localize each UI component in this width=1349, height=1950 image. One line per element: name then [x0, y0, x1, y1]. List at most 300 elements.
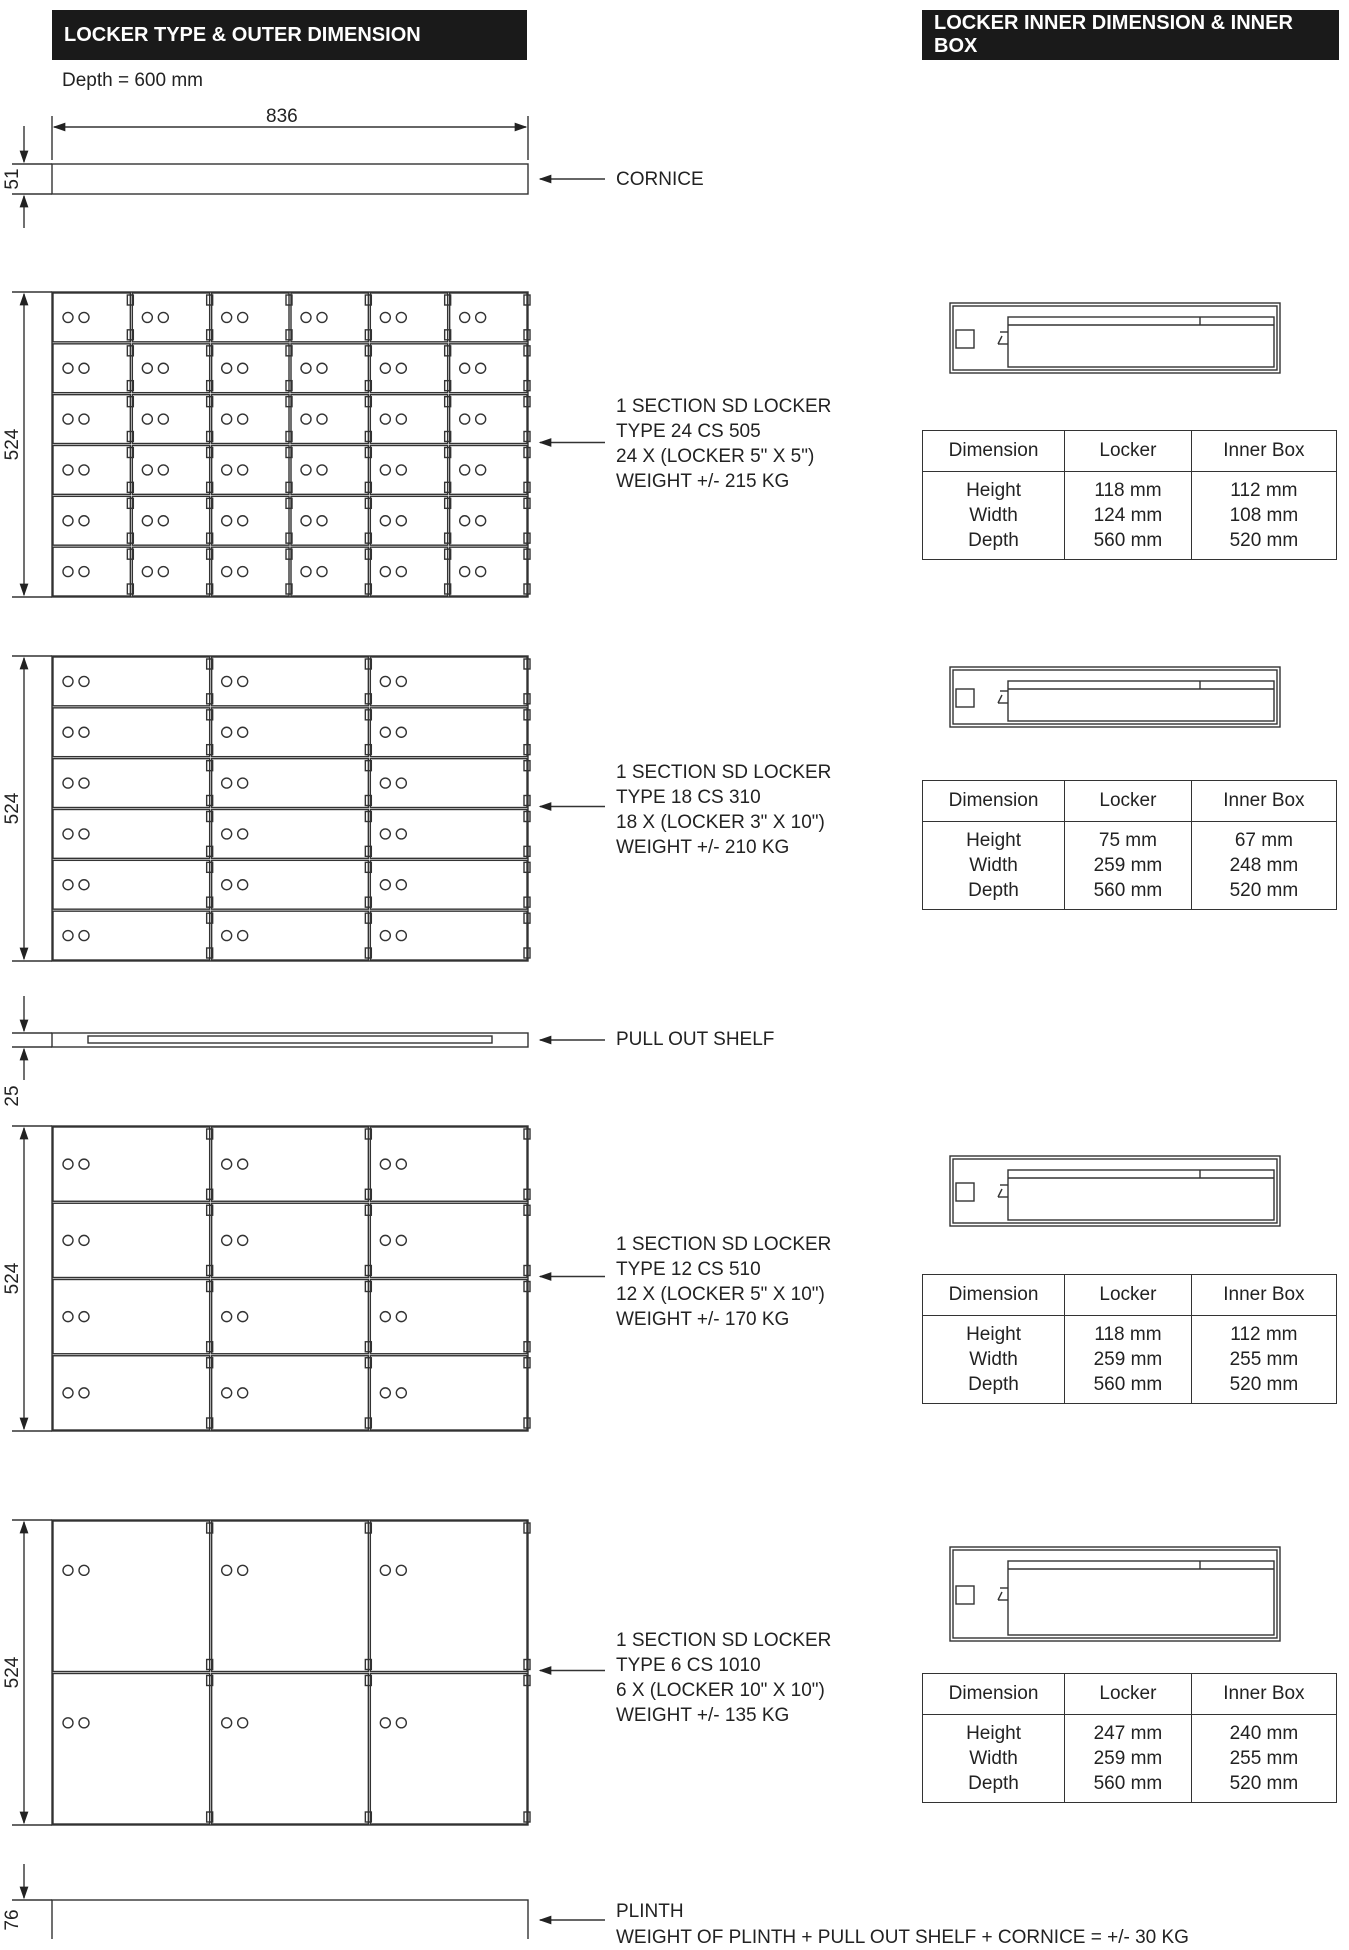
locker-door-outline [53, 446, 130, 495]
keyhole-left [222, 778, 232, 788]
locker-door-outline [212, 1127, 369, 1201]
keyhole-right [158, 465, 168, 475]
section-description-line: 1 SECTION SD LOCKER [616, 1234, 832, 1255]
locker-door-outline [450, 496, 527, 545]
locker-door-outline [53, 1127, 210, 1201]
keyhole-right [238, 727, 248, 737]
table-value: 112 mm [1230, 480, 1298, 501]
locker-door [370, 1356, 530, 1430]
locker-door [212, 395, 292, 444]
locker-door [53, 1521, 213, 1672]
locker-door-outline [450, 547, 527, 596]
locker-door [132, 344, 212, 393]
locker-door-outline [53, 860, 210, 909]
locker-door-outline [212, 1674, 369, 1825]
locker-door-outline [370, 1203, 527, 1277]
keyhole-left [63, 727, 73, 737]
section-description-line: 1 SECTION SD LOCKER [616, 396, 832, 417]
locker-door-outline [53, 759, 210, 808]
keyhole-right [238, 312, 248, 322]
inner-box-drawing [950, 1156, 1280, 1226]
table-value: 240 mm [1229, 1723, 1299, 1744]
locker-door-outline [212, 911, 369, 960]
keyhole-left [380, 880, 390, 890]
locker-door-outline [212, 496, 289, 545]
table-value: Depth [968, 1374, 1019, 1395]
inner-box-handle [956, 1586, 974, 1604]
locker-door-outline [53, 1521, 210, 1672]
locker-door [370, 1203, 530, 1277]
section-description-line: TYPE 24 CS 505 [616, 421, 761, 442]
locker-section-1 [52, 292, 530, 597]
locker-door [53, 547, 133, 596]
inner-box-tray [1008, 681, 1274, 721]
keyhole-right [79, 778, 89, 788]
locker-door [53, 1203, 213, 1277]
keyhole-left [460, 516, 470, 526]
locker-door [53, 293, 133, 342]
table-value: 259 mm [1093, 1748, 1163, 1769]
locker-door-outline [212, 1280, 369, 1354]
keyhole-right [238, 363, 248, 373]
cornice-bar [52, 164, 528, 194]
keyhole-right [396, 363, 406, 373]
keyhole-right [476, 414, 486, 424]
table-value: 520 mm [1229, 1374, 1299, 1395]
table-cell-locker [1065, 1715, 1192, 1803]
keyhole-right [79, 676, 89, 686]
keyhole-right [396, 829, 406, 839]
locker-door-outline [370, 1674, 527, 1825]
keyhole-right [238, 1718, 248, 1728]
locker-door-outline [370, 1127, 527, 1201]
locker-door [53, 810, 213, 859]
plinth-bar [52, 1900, 528, 1939]
plinth-weight-note: WEIGHT OF PLINTH + PULL OUT SHELF + CORNICE = +/- 30 KG [616, 1927, 1189, 1948]
locker-door [291, 496, 371, 545]
keyhole-left [63, 414, 73, 424]
table-value: Width [969, 1349, 1018, 1370]
inner-box-handle [956, 330, 974, 348]
locker-door-outline [450, 293, 527, 342]
keyhole-right [238, 567, 248, 577]
locker-door [212, 1674, 372, 1825]
keyhole-right [396, 1565, 406, 1575]
keyhole-left [222, 567, 232, 577]
keyhole-right [79, 465, 89, 475]
keyhole-right [317, 465, 327, 475]
locker-door [291, 395, 371, 444]
keyhole-left [222, 880, 232, 890]
keyhole-left [380, 1235, 390, 1245]
locker-door [370, 911, 530, 960]
locker-door [370, 496, 450, 545]
locker-door-outline [212, 547, 289, 596]
table-value: 520 mm [1229, 880, 1299, 901]
keyhole-left [63, 1388, 73, 1398]
locker-door-outline [132, 547, 209, 596]
inner-box-latch-slant [998, 336, 1002, 344]
locker-door [53, 860, 213, 909]
locker-door [370, 1127, 530, 1201]
keyhole-left [142, 414, 152, 424]
keyhole-right [396, 1718, 406, 1728]
locker-door [212, 496, 292, 545]
keyhole-left [63, 567, 73, 577]
locker-door-outline [212, 1521, 369, 1672]
locker-door-outline [370, 860, 527, 909]
shelf-dim-text: 25 [2, 1085, 24, 1107]
keyhole-right [158, 363, 168, 373]
table-value: 118 mm [1094, 1324, 1162, 1345]
table-header-cell: Inner Box [1191, 1674, 1336, 1715]
locker-door [370, 708, 530, 757]
inner-box-latch-slant [998, 1592, 1002, 1600]
locker-door [212, 810, 372, 859]
keyhole-left [222, 829, 232, 839]
locker-door [450, 496, 530, 545]
pull-out-shelf-handle [88, 1036, 492, 1043]
table-cell-dimension-names [923, 1715, 1065, 1803]
locker-door [450, 395, 530, 444]
locker-door [53, 344, 133, 393]
locker-door [212, 1521, 372, 1672]
keyhole-left [301, 465, 311, 475]
inner-box-latch-slant [998, 1189, 1002, 1197]
inner-box-drawing [950, 303, 1280, 373]
locker-door [132, 496, 212, 545]
locker-door [370, 395, 450, 444]
table-value: 75 mm [1098, 830, 1157, 851]
locker-door-outline [370, 1356, 527, 1430]
table-value: Width [969, 505, 1018, 526]
plinth-label: PLINTH [616, 1901, 684, 1922]
keyhole-right [79, 1565, 89, 1575]
keyhole-left [222, 1159, 232, 1169]
keyhole-left [63, 880, 73, 890]
table-value: Height [966, 480, 1021, 501]
keyhole-right [396, 312, 406, 322]
keyhole-left [380, 465, 390, 475]
table-cell-dimension-names [923, 1316, 1065, 1404]
dimension-table [922, 430, 1337, 560]
keyhole-right [396, 567, 406, 577]
table-cell-locker [1065, 822, 1192, 910]
keyhole-left [460, 465, 470, 475]
table-value: 255 mm [1229, 1748, 1299, 1769]
keyhole-left [380, 1159, 390, 1169]
section-description-line: 1 SECTION SD LOCKER [616, 1630, 832, 1651]
section-description-line: 18 X (LOCKER 3" X 10") [616, 812, 825, 833]
keyhole-right [79, 567, 89, 577]
keyhole-left [380, 312, 390, 322]
table-value: 520 mm [1229, 1773, 1299, 1794]
keyhole-right [79, 1388, 89, 1398]
keyhole-left [63, 1159, 73, 1169]
locker-door-outline [132, 496, 209, 545]
keyhole-right [79, 727, 89, 737]
table-value: 560 mm [1093, 880, 1163, 901]
keyhole-left [301, 516, 311, 526]
table-cell-inner-box [1191, 472, 1336, 560]
locker-door-outline [53, 1203, 210, 1277]
table-cell-dimension-names [923, 822, 1065, 910]
locker-door-outline [291, 547, 368, 596]
keyhole-right [79, 829, 89, 839]
dimension-table [922, 1274, 1337, 1404]
locker-door [291, 293, 371, 342]
keyhole-left [63, 778, 73, 788]
table-cell-inner-box [1191, 1316, 1336, 1404]
locker-door-outline [370, 344, 447, 393]
keyhole-right [238, 778, 248, 788]
keyhole-right [396, 676, 406, 686]
table-value: 259 mm [1093, 855, 1163, 876]
table-value: Height [966, 1324, 1021, 1345]
header-locker-type: LOCKER TYPE & OUTER DIMENSION [52, 10, 527, 60]
locker-door-outline [450, 395, 527, 444]
locker-door-outline [291, 496, 368, 545]
locker-door [212, 1356, 372, 1430]
keyhole-left [380, 829, 390, 839]
locker-door [370, 1280, 530, 1354]
locker-door [370, 810, 530, 859]
locker-door [132, 547, 212, 596]
table-value: 248 mm [1229, 855, 1299, 876]
keyhole-left [142, 363, 152, 373]
locker-door-outline [370, 810, 527, 859]
locker-door-outline [132, 395, 209, 444]
section-description-line: WEIGHT +/- 170 KG [616, 1309, 790, 1330]
locker-door-outline [450, 344, 527, 393]
section-description-line: 24 X (LOCKER 5" X 5") [616, 446, 815, 467]
keyhole-left [301, 312, 311, 322]
locker-door-outline [291, 446, 368, 495]
locker-door-outline [212, 293, 289, 342]
keyhole-left [380, 727, 390, 737]
section-dim-text: 524 [2, 1262, 24, 1295]
keyhole-right [79, 1235, 89, 1245]
keyhole-right [476, 465, 486, 475]
table-header-cell: Inner Box [1191, 781, 1336, 822]
locker-door-outline [370, 708, 527, 757]
keyhole-right [396, 414, 406, 424]
locker-door-outline [53, 911, 210, 960]
keyhole-right [317, 363, 327, 373]
locker-door-outline [370, 911, 527, 960]
locker-door-outline [212, 344, 289, 393]
keyhole-left [222, 727, 232, 737]
table-header-cell: Locker [1065, 431, 1192, 472]
section-description-line: 6 X (LOCKER 10" X 10") [616, 1680, 825, 1701]
keyhole-right [238, 414, 248, 424]
table-value: 112 mm [1230, 1324, 1298, 1345]
keyhole-right [396, 880, 406, 890]
locker-section-3 [52, 1126, 530, 1431]
table-header-cell: Dimension [923, 781, 1065, 822]
locker-door [212, 657, 372, 706]
locker-door-outline [212, 708, 369, 757]
locker-door [370, 1674, 530, 1825]
keyhole-right [238, 1235, 248, 1245]
table-value: 67 mm [1234, 830, 1293, 851]
locker-door [370, 759, 530, 808]
keyhole-right [317, 567, 327, 577]
keyhole-right [158, 312, 168, 322]
section-description-line: WEIGHT +/- 135 KG [616, 1705, 790, 1726]
section-dim-text: 524 [2, 1656, 24, 1689]
locker-door [291, 547, 371, 596]
table-value: 560 mm [1093, 530, 1163, 551]
keyhole-left [63, 363, 73, 373]
keyhole-left [380, 1388, 390, 1398]
keyhole-left [460, 363, 470, 373]
locker-door-outline [370, 293, 447, 342]
cornice-label: CORNICE [616, 169, 704, 190]
locker-door [53, 446, 133, 495]
locker-door [291, 446, 371, 495]
keyhole-right [396, 931, 406, 941]
keyhole-right [79, 414, 89, 424]
section-frame [52, 292, 528, 597]
table-header-cell: Locker [1065, 1275, 1192, 1316]
section-dim-text: 524 [2, 428, 24, 461]
locker-door-outline [370, 547, 447, 596]
section-frame [52, 1520, 528, 1825]
locker-door [212, 293, 292, 342]
locker-door-outline [132, 293, 209, 342]
locker-door [450, 547, 530, 596]
keyhole-right [79, 1718, 89, 1728]
locker-door [212, 1203, 372, 1277]
locker-door [53, 1674, 213, 1825]
keyhole-right [238, 880, 248, 890]
keyhole-left [222, 1235, 232, 1245]
section-description-line: WEIGHT +/- 210 KG [616, 837, 790, 858]
pull-out-shelf-label: PULL OUT SHELF [616, 1029, 775, 1050]
locker-door [370, 547, 450, 596]
section-description-line: WEIGHT +/- 215 KG [616, 471, 790, 492]
table-value: 124 mm [1093, 505, 1163, 526]
section-description-line: TYPE 6 CS 1010 [616, 1655, 761, 1676]
keyhole-right [79, 516, 89, 526]
table-value: 560 mm [1093, 1374, 1163, 1395]
inner-box-tray [1008, 1561, 1274, 1635]
keyhole-left [222, 1718, 232, 1728]
keyhole-left [380, 931, 390, 941]
keyhole-right [79, 880, 89, 890]
keyhole-left [380, 567, 390, 577]
inner-box-latch-slant [998, 695, 1002, 703]
keyhole-left [63, 676, 73, 686]
keyhole-left [222, 465, 232, 475]
locker-door-outline [291, 293, 368, 342]
keyhole-right [476, 312, 486, 322]
keyhole-right [79, 312, 89, 322]
table-value: 560 mm [1093, 1773, 1163, 1794]
locker-door [132, 293, 212, 342]
section-description-line: 12 X (LOCKER 5" X 10") [616, 1284, 825, 1305]
keyhole-left [222, 1312, 232, 1322]
locker-door [212, 708, 372, 757]
table-header-cell: Dimension [923, 1275, 1065, 1316]
keyhole-right [396, 1312, 406, 1322]
table-cell-inner-box [1191, 1715, 1336, 1803]
table-cell-dimension-names [923, 472, 1065, 560]
locker-door-outline [53, 810, 210, 859]
locker-door [212, 759, 372, 808]
keyhole-right [238, 1565, 248, 1575]
table-value: 108 mm [1229, 505, 1299, 526]
keyhole-left [63, 1718, 73, 1728]
locker-door-outline [132, 446, 209, 495]
keyhole-right [396, 1388, 406, 1398]
keyhole-right [476, 363, 486, 373]
keyhole-right [396, 516, 406, 526]
locker-door-outline [370, 1521, 527, 1672]
locker-door-outline [53, 657, 210, 706]
locker-door [370, 344, 450, 393]
locker-door [53, 911, 213, 960]
keyhole-left [222, 931, 232, 941]
table-header-cell: Inner Box [1191, 431, 1336, 472]
keyhole-right [396, 1235, 406, 1245]
keyhole-right [238, 516, 248, 526]
locker-door-outline [53, 547, 130, 596]
locker-door [450, 293, 530, 342]
locker-door-outline [370, 395, 447, 444]
section-description-line: 1 SECTION SD LOCKER [616, 762, 832, 783]
keyhole-left [460, 567, 470, 577]
keyhole-right [396, 465, 406, 475]
keyhole-left [63, 312, 73, 322]
keyhole-left [301, 414, 311, 424]
locker-door-outline [212, 810, 369, 859]
locker-door-outline [212, 1356, 369, 1430]
keyhole-left [63, 829, 73, 839]
locker-door [370, 293, 450, 342]
dimension-table [922, 780, 1337, 910]
keyhole-left [63, 931, 73, 941]
keyhole-right [396, 778, 406, 788]
keyhole-left [142, 465, 152, 475]
table-value: Depth [968, 530, 1019, 551]
keyhole-right [317, 312, 327, 322]
keyhole-left [222, 516, 232, 526]
keyhole-left [63, 1565, 73, 1575]
inner-box-outer [950, 303, 1280, 373]
table-header-cell: Inner Box [1191, 1275, 1336, 1316]
keyhole-right [158, 567, 168, 577]
locker-door-outline [53, 395, 130, 444]
locker-door [53, 759, 213, 808]
locker-door [212, 1280, 372, 1354]
keyhole-left [460, 414, 470, 424]
keyhole-left [142, 312, 152, 322]
locker-door [370, 446, 450, 495]
locker-door [132, 446, 212, 495]
locker-door-outline [291, 395, 368, 444]
keyhole-right [238, 1312, 248, 1322]
keyhole-right [158, 516, 168, 526]
table-value: 255 mm [1229, 1349, 1299, 1370]
keyhole-right [317, 516, 327, 526]
table-value: Depth [968, 880, 1019, 901]
locker-door-outline [450, 446, 527, 495]
inner-box-handle [956, 1183, 974, 1201]
table-value: Depth [968, 1773, 1019, 1794]
keyhole-left [63, 516, 73, 526]
